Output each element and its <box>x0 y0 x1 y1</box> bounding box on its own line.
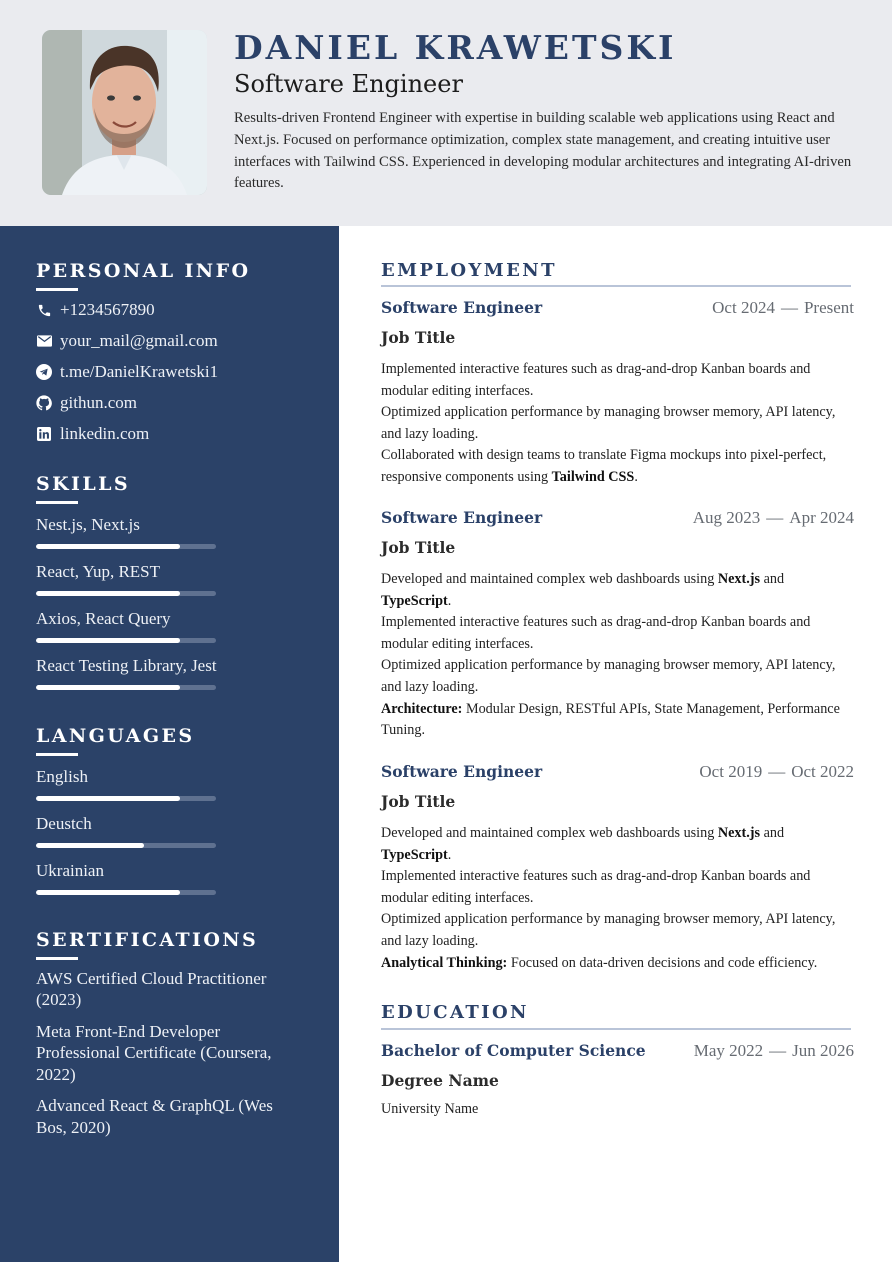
language-bar-fill <box>36 843 144 848</box>
start-date: May 2022 <box>693 1041 764 1060</box>
section-underline <box>36 957 78 960</box>
job-description <box>381 569 854 742</box>
description-line: Implemented interactive features such as drag-and-drop Kanban boards and modular editing interfaces. <box>381 868 811 906</box>
contact-text: +1234567890 <box>60 300 155 320</box>
end-date: Apr 2024 <box>789 508 854 527</box>
description-line: Optimized application performance by managing browser memory, API latency, and lazy loading. <box>381 404 836 442</box>
avatar-illustration <box>42 30 207 195</box>
job-company: Software Engineer <box>381 298 543 317</box>
language-bar-fill <box>36 890 180 895</box>
skill-bar <box>36 685 216 690</box>
contact-github[interactable] <box>36 388 326 419</box>
end-date: Oct 2022 <box>791 762 854 781</box>
skill-bar-fill <box>36 591 180 596</box>
highlight-analytical-thinking: Analytical Thinking: <box>381 954 508 971</box>
employment-heading: EMPLOYMENT <box>381 260 557 281</box>
job-entry <box>381 762 854 974</box>
highlight-architecture: Architecture: <box>381 700 463 717</box>
job-description <box>381 359 854 489</box>
section-divider <box>381 285 851 287</box>
certification-item: Meta Front-End Developer Professional Certificate (Coursera, 2022) <box>36 1021 272 1084</box>
date-separator: — <box>766 508 784 527</box>
contact-text: githun.com <box>60 393 137 413</box>
github-icon <box>36 395 52 411</box>
end-date: Present <box>803 298 854 317</box>
description-line: Optimized application performance by managing browser memory, API latency, and lazy loading. <box>381 657 836 695</box>
skill-item <box>36 561 326 608</box>
date-separator: — <box>769 1041 787 1060</box>
description-line: Analytical Thinking: Focused on data-driven decisions and code efficiency. <box>381 954 818 971</box>
description-line: Developed and maintained complex web dashboards using Next.js and TypeScript. <box>381 571 785 609</box>
language-label: Deustch <box>36 813 92 833</box>
language-label: English <box>36 766 88 786</box>
contact-email[interactable] <box>36 326 326 357</box>
language-item <box>36 813 326 860</box>
sidebar <box>0 226 339 1262</box>
education-institution: Bachelor of Computer Science <box>381 1041 646 1060</box>
phone-icon <box>36 302 52 318</box>
highlight-typescript: TypeScript <box>381 846 448 863</box>
language-bar <box>36 890 216 895</box>
job-description <box>381 823 854 974</box>
highlight-nextjs: Next.js <box>717 571 761 587</box>
contact-text: linkedin.com <box>60 424 150 444</box>
job-title: Job Title <box>381 328 456 347</box>
highlight-nextjs: Next.js <box>717 825 761 841</box>
end-date: Jun 2026 <box>792 1041 854 1060</box>
skill-item <box>36 608 326 655</box>
skill-bar-fill <box>36 544 180 549</box>
start-date: Oct 2024 <box>712 298 775 317</box>
section-divider <box>381 1028 851 1030</box>
section-underline <box>36 288 78 291</box>
languages-section <box>36 725 326 907</box>
skill-bar-fill <box>36 685 180 690</box>
description-line: Collaborated with design teams to translate Figma mockups into pixel-perfect, responsive components using Tailwind CSS. <box>381 447 827 485</box>
contact-text: t.me/DanielKrawetski1 <box>60 362 219 382</box>
job-entry <box>381 298 854 489</box>
education-entry <box>381 1041 854 1118</box>
telegram-icon <box>36 364 52 380</box>
linkedin-icon <box>36 426 52 442</box>
contact-linkedin[interactable] <box>36 419 326 450</box>
certifications-section <box>36 929 326 1148</box>
skill-label: React, Yup, REST <box>36 561 161 581</box>
candidate-name: DANIEL KRAWETSKI <box>234 28 677 67</box>
job-title: Job Title <box>381 792 456 811</box>
skills-section <box>36 473 326 702</box>
contact-phone[interactable] <box>36 295 326 326</box>
mail-icon <box>36 333 52 349</box>
section-title: PERSONAL INFO <box>36 260 251 282</box>
date-separator: — <box>780 298 798 317</box>
description-line: Implemented interactive features such as drag-and-drop Kanban boards and modular editing interfaces. <box>381 361 811 399</box>
skill-label: Axios, React Query <box>36 608 171 628</box>
skill-item <box>36 655 326 702</box>
language-bar <box>36 796 216 801</box>
description-line: Developed and maintained complex web dashboards using Next.js and TypeScript. <box>381 825 785 863</box>
candidate-role: Software Engineer <box>234 70 463 98</box>
section-underline <box>36 753 78 756</box>
section-title: LANGUAGES <box>36 725 195 747</box>
highlight-typescript: TypeScript <box>381 592 448 609</box>
job-entry <box>381 508 854 742</box>
language-item <box>36 766 326 813</box>
job-company: Software Engineer <box>381 508 543 527</box>
education-heading: EDUCATION <box>381 1002 529 1023</box>
language-item <box>36 860 326 907</box>
description-line: Implemented interactive features such as drag-and-drop Kanban boards and modular editing interfaces. <box>381 614 811 652</box>
start-date: Aug 2023 <box>692 508 761 527</box>
skill-bar <box>36 591 216 596</box>
skill-label: Nest.js, Next.js <box>36 514 140 534</box>
skill-bar <box>36 544 216 549</box>
job-title: Job Title <box>381 538 456 557</box>
profile-summary: Results-driven Frontend Engineer with expertise in building scalable web applications using React and Next.js. Focused on performance optimization, complex state management, and creating intuitive user interfaces with Tailwind CSS. Experienced in developing modular architectures and integrating AI-driven features. <box>234 110 852 192</box>
certification-item: AWS Certified Cloud Practitioner (2023) <box>36 968 267 1010</box>
personal-info-section <box>36 260 326 450</box>
university-name: University Name <box>381 1101 479 1117</box>
certification-item: Advanced React & GraphQL (Wes Bos, 2020) <box>36 1096 273 1137</box>
date-separator: — <box>768 762 786 781</box>
job-dates <box>699 762 854 782</box>
skill-item <box>36 514 326 561</box>
skill-label: React Testing Library, Jest <box>36 655 217 675</box>
degree-name: Degree Name <box>381 1071 499 1090</box>
section-underline <box>36 501 78 504</box>
job-company: Software Engineer <box>381 762 543 781</box>
section-title: SKILLS <box>36 473 130 495</box>
education-dates <box>694 1041 854 1061</box>
skill-bar-fill <box>36 638 180 643</box>
language-label: Ukrainian <box>36 860 104 880</box>
resume-header <box>0 0 892 226</box>
job-dates <box>712 298 854 318</box>
skill-bar <box>36 638 216 643</box>
start-date: Oct 2019 <box>699 762 763 781</box>
language-bar <box>36 843 216 848</box>
language-bar-fill <box>36 796 180 801</box>
description-line: Architecture: Modular Design, RESTful APIs, State Management, Performance Tuning. <box>381 700 840 739</box>
contact-text: your_mail@gmail.com <box>60 331 218 351</box>
profile-photo <box>42 30 207 195</box>
job-dates <box>693 508 854 528</box>
highlight-tailwind: Tailwind CSS <box>551 468 635 485</box>
description-line: Optimized application performance by managing browser memory, API latency, and lazy loading. <box>381 911 836 949</box>
section-title: SERTIFICATIONS <box>36 929 259 951</box>
contact-telegram[interactable] <box>36 357 326 388</box>
